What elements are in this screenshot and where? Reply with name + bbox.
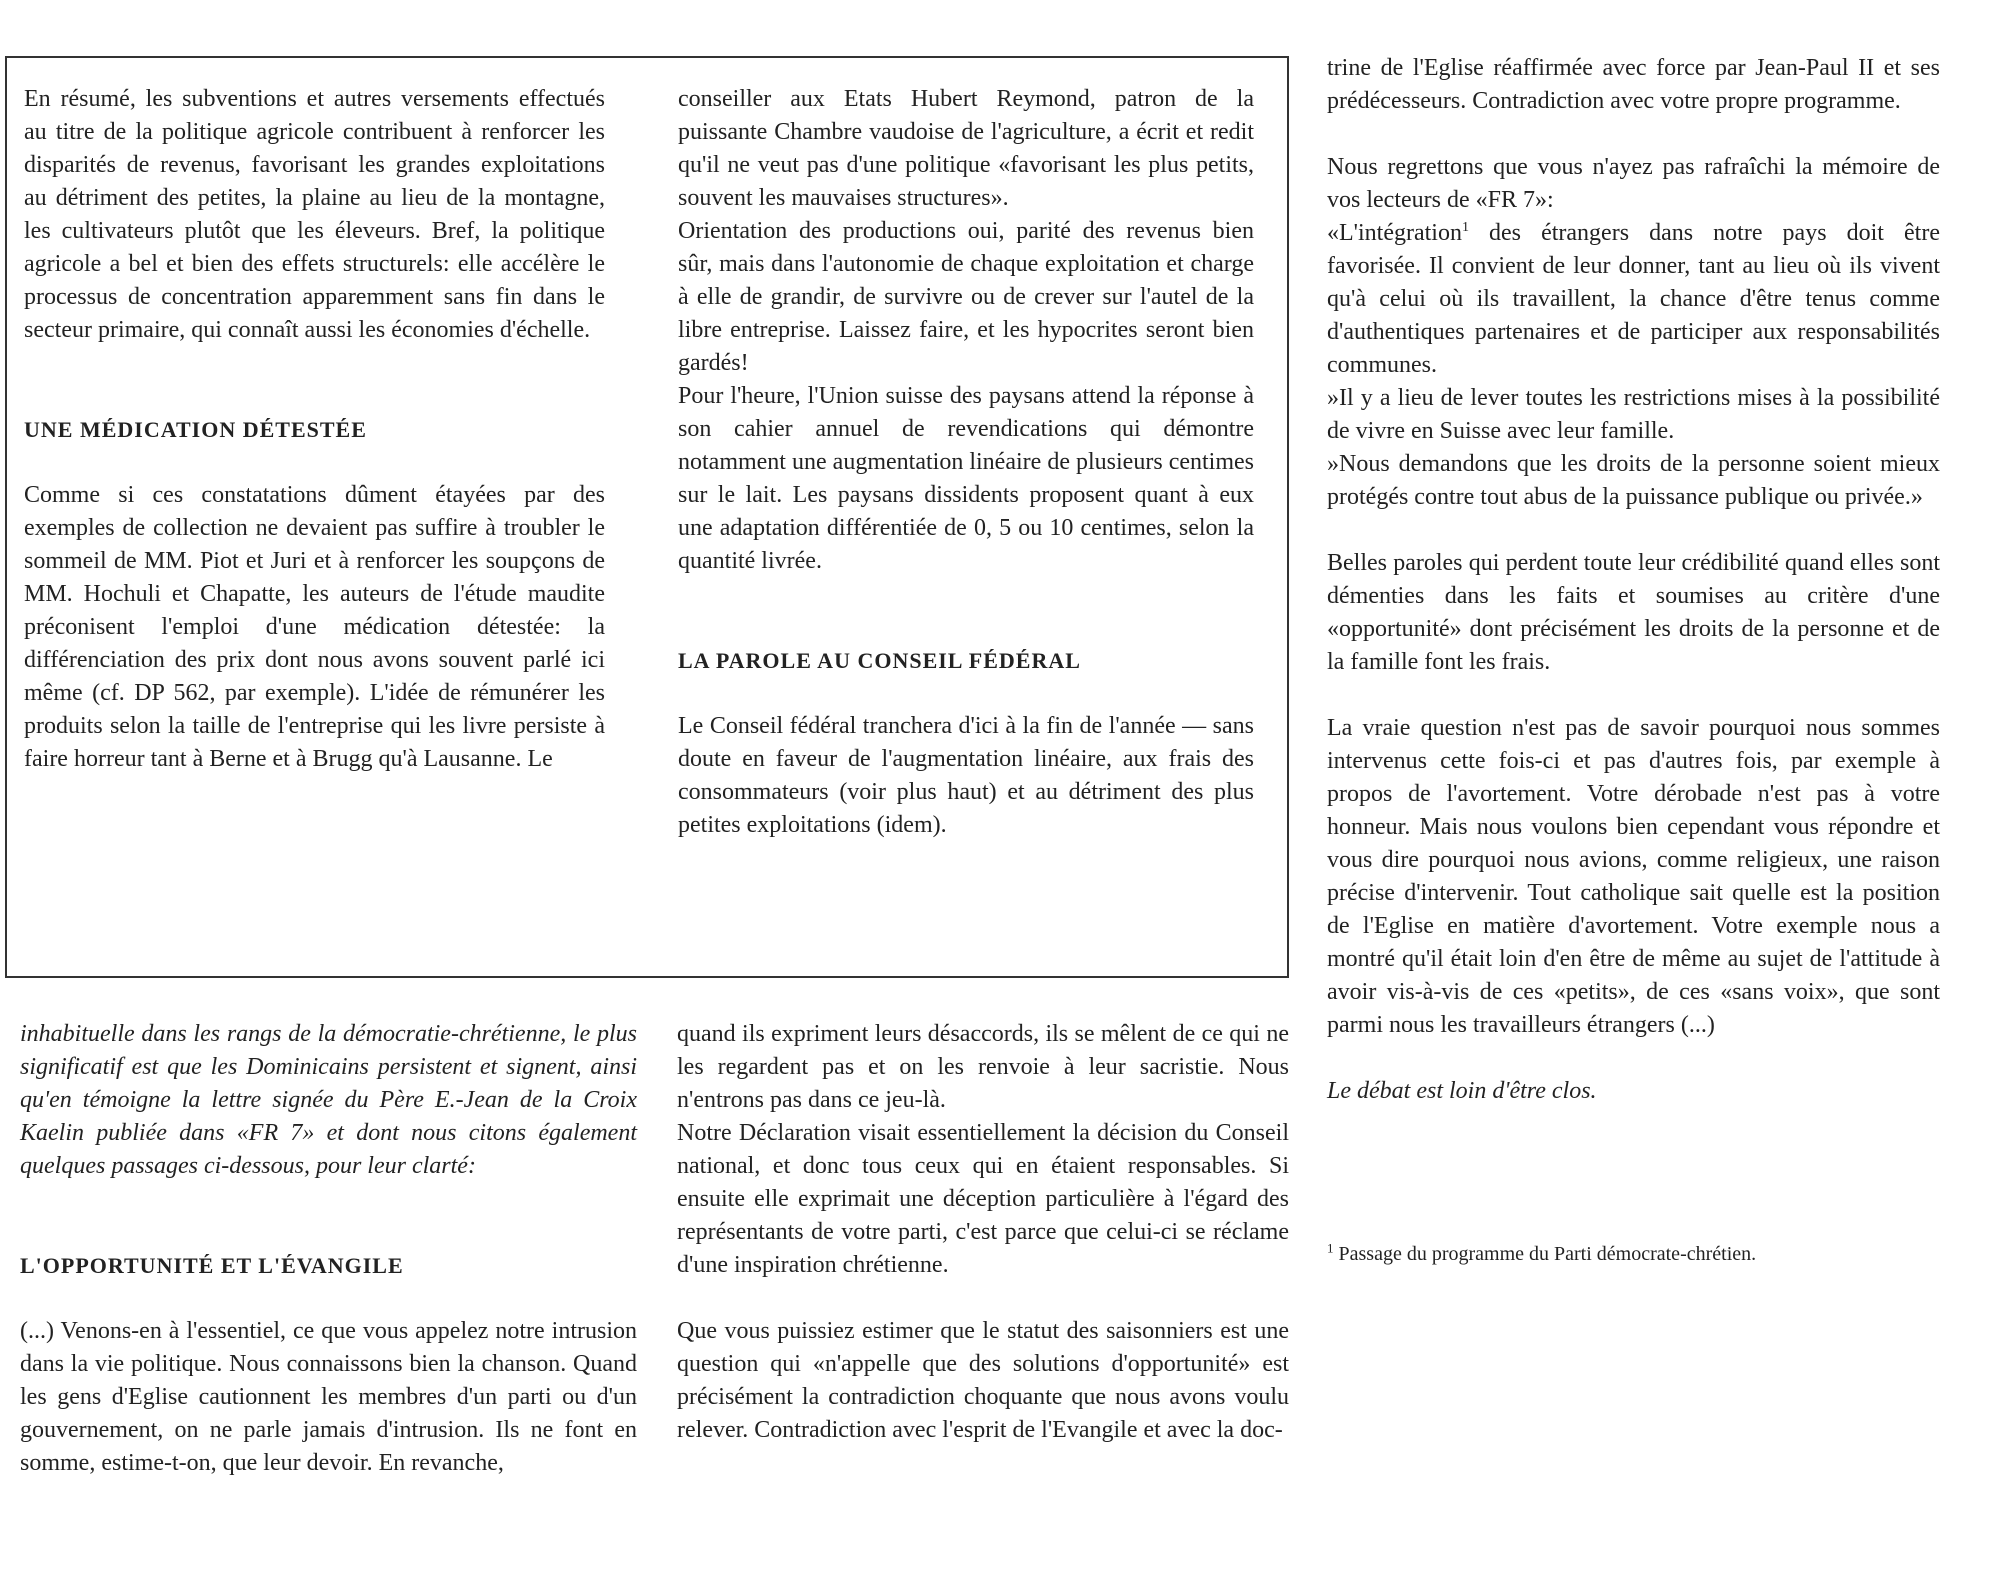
paragraph: Pour l'heure, l'Union suisse des paysans attend la réponse à son cahier annuel de revendications qui démontre notamment une augmentation linéaire de plusieurs centimes sur le lait. Les paysans dissidents proposent quant à eux une adaptation différentiée de 0, 5 ou 10 centimes, selon la quantité livrée. (678, 383, 1254, 574)
paragraph: (...) Venons-en à l'essentiel, ce que vous appelez notre intrusion dans la vie politique. Nous connaissons bien la chanson. Quand les gens d'Eglise cautionnent les membres d'un parti ou d'un gouvernement, on ne parle jamais d'intrusion. Ils ne font en somme, estime-t-on, que leur devoir. En revanche, (20, 1318, 637, 1476)
quote-paragraph: »Il y a lieu de lever toutes les restrictions mises à la possibilité de vivre en Suisse avec leur famille. (1327, 385, 1940, 444)
paragraph: conseiller aux Etats Hubert Reymond, patron de la puissante Chambre vaudoise de l'agriculture, a écrit et redit qu'il ne veut pas d'une politique «favorisant les plus petits, souvent les mauvaises structures». (678, 86, 1254, 211)
paragraph: Nous regrettons que vous n'ayez pas rafraîchi la mémoire de vos lecteurs de «FR 7»: (1327, 154, 1940, 213)
paragraph: Notre Déclaration visait essentiellement la décision du Conseil national, et donc tous ceux qui en étaient responsables. Si ensuite elle exprimait une déception particulière à l'égard des représentants de votre parti, c'est parce que celui-ci se réclame d'une inspiration chrétienne. (677, 1120, 1289, 1278)
paragraph: En résumé, les subventions et autres versements effectués au titre de la politique agricole contribuent à renforcer les disparités de revenus, favorisant les grandes exploitations au détriment des petites, la plaine au lieu de la montagne, les cultivateurs plutôt que les éleveurs. Bref, la politique agricole a bel et bien des effets structurels: elle accélère le processus de concentration apparemment sans fin dans le secteur primaire, qui connaît aussi les économies d'échelle. (24, 86, 605, 343)
closing-line: Le débat est loin d'être clos. (1327, 1078, 1597, 1104)
paragraph: La vraie question n'est pas de savoir pourquoi nous sommes intervenus cette fois-ci et pas d'autres fois, par exemple à propos de l'avortement. Votre dérobade n'est pas à votre honneur. Mais nous voulons bien cependant vous répondre et vous dire pourquoi nous avions, comme religieux, une raison précise d'intervenir. Tout catholique sait quelle est la position de l'Eglise en matière d'avortement. Votre exemple nous a montré qu'il était loin d'en être de même au sujet de l'attitude à avoir vis-à-vis de ces «petits», de ces «sans voix», que sont parmi nous les travailleurs étrangers (...) (1327, 715, 1940, 1038)
section-heading: UNE MÉDICATION DÉTESTÉE (24, 417, 367, 442)
quote-paragraph (1327, 217, 1940, 382)
paragraph: Belles paroles qui perdent toute leur crédibilité quand elles sont démenties dans les faits et soumises au critère d'une «opportunité» dont précisément les droits de la personne et de la famille font les frais. (1327, 550, 1940, 675)
quote-text: «L'intégration (1327, 220, 1462, 246)
column-3 (1327, 52, 1940, 1268)
column-4 (20, 1018, 637, 1480)
section-heading: L'OPPORTUNITÉ ET L'ÉVANGILE (20, 1253, 404, 1278)
section-heading: LA PAROLE AU CONSEIL FÉDÉRAL (678, 648, 1081, 673)
paragraph: Que vous puissiez estimer que le statut des saisonniers est une question qui «n'appelle que des solutions d'opportunité» est précisément la contradiction choquante que nous avons voulu relever. Contradiction avec l'esprit de l'Evangile et avec la doc- (677, 1318, 1289, 1443)
column-1 (24, 83, 605, 776)
paragraph: Orientation des productions oui, parité des revenus bien sûr, mais dans l'autonomie de chaque exploitation et charge à elle de grandir, de survivre ou de crever sur l'autel de la libre entreprise. Laissez faire, et les hypocrites seront bien gardés! (678, 218, 1254, 376)
column-5 (677, 1018, 1289, 1447)
italic-intro: inhabituelle dans les rangs de la démocratie-chrétienne, le plus significatif est que les Dominicains persistent et signent, ainsi qu'en témoigne la lettre signée du Père E.-Jean de la Croix Kaelin publiée dans «FR 7» et dont nous citons également quelques passages ci-dessous, pour leur clarté: (20, 1021, 637, 1179)
paragraph: Comme si ces constatations dûment étayées par des exemples de collection ne devaient pas suffire à troubler le sommeil de MM. Piot et Juri et à renforcer les soupçons de MM. Hochuli et Chapatte, les auteurs de l'étude maudite préconisent l'emploi d'une médication détestée: la différenciation des prix dont nous avons souvent parlé ici même (cf. DP 562, par exemple). L'idée de rémunérer les produits selon la taille de l'entreprise qui les livre persiste à faire horreur tant à Berne et à Brugg qu'à Lausanne. Le (24, 482, 605, 772)
column-2 (678, 83, 1254, 842)
paragraph: Le Conseil fédéral tranchera d'ici à la fin de l'année — sans doute en faveur de l'augmentation linéaire, aux frais des consommateurs (voir plus haut) et au détriment des plus petites exploitations (idem). (678, 713, 1254, 838)
paragraph: quand ils expriment leurs désaccords, ils se mêlent de ce qui ne les regardent pas et on les renvoie à leur sacristie. Nous n'entrons pas dans ce jeu-là. (677, 1021, 1289, 1113)
footnote (1327, 1240, 1940, 1268)
quote-text: des étrangers dans notre pays doit être favorisée. Il convient de leur donner, tant au lieu où ils vivent qu'à celui où ils travaillent, la chance d'être tenus comme d'authentiques partenaires et de participer aux responsabilités communes. (1327, 220, 1940, 378)
paragraph: trine de l'Eglise réaffirmée avec force par Jean-Paul II et ses prédécesseurs. Contradiction avec votre propre programme. (1327, 55, 1940, 114)
quote-paragraph: »Nous demandons que les droits de la personne soient mieux protégés contre tout abus de la puissance publique ou privée.» (1327, 451, 1940, 510)
footnote-reference: 1 (1461, 220, 1469, 235)
footnote-mark: 1 (1327, 1240, 1334, 1256)
footnote-text: Passage du programme du Parti démocrate-chrétien. (1333, 1243, 1757, 1265)
